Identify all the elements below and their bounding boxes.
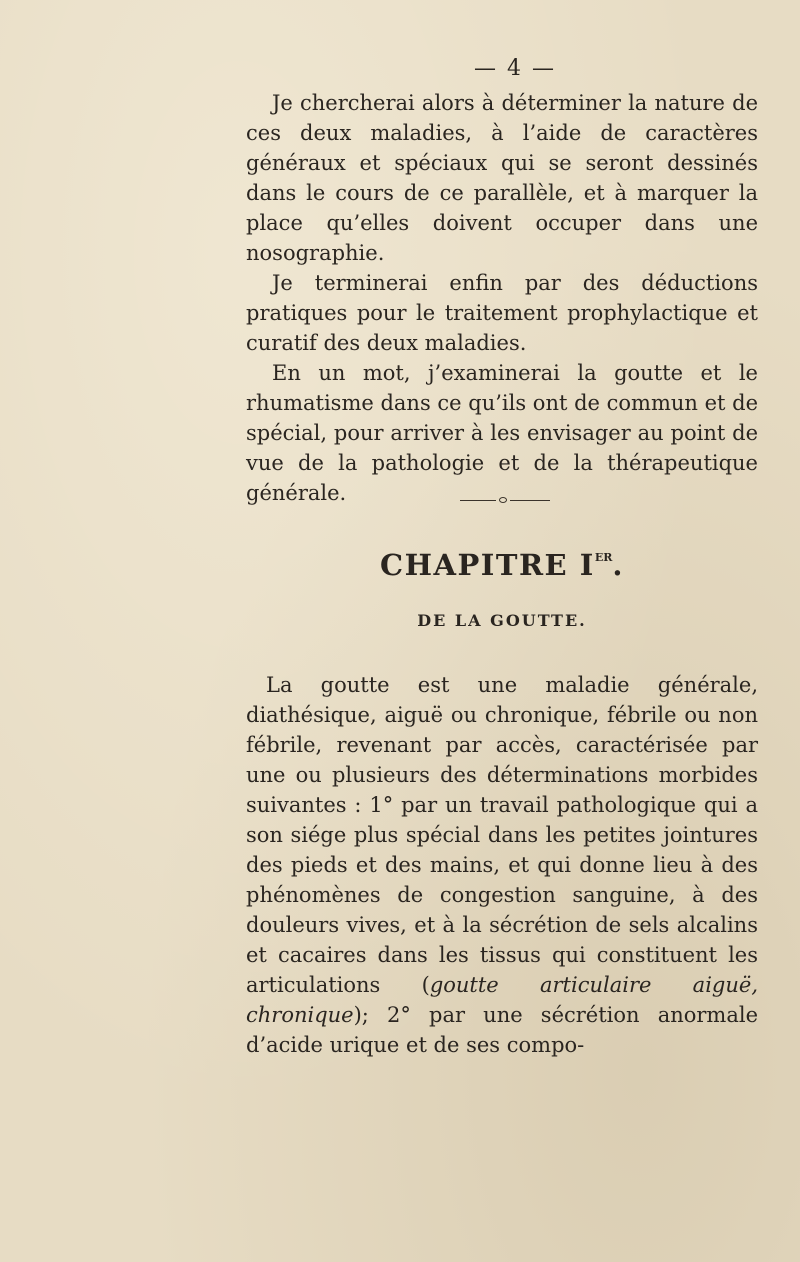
ornamental-divider	[460, 496, 554, 504]
page-number: — 4 —	[474, 56, 556, 81]
divider-line-right	[510, 500, 550, 501]
body-paragraph-1	[246, 670, 758, 1060]
chapter-label: CHAPITRE I	[380, 548, 595, 582]
divider-ornament	[499, 497, 507, 503]
intro-paragraph-2: Je terminerai enfin par des déductions pratiques pour le traitement prophylactique et curatif des deux maladies.	[246, 271, 758, 355]
divider-line-left	[460, 500, 496, 501]
intro-paragraph-1: Je chercherai alors à déterminer la nature de ces deux maladies, à l’aide de caractères généraux et spéciaux qui se seront dessinés dans le cours de ce parallèle, et à marquer la place qu’elles doivent occuper dans une nosographie.	[246, 91, 758, 265]
intro-paragraph-3: En un mot, j’examinerai la goutte et le rhumatisme dans ce qu’ils ont de commun et de spécial, pour arriver à les envisager au point de vue de la pathologie et de la thérapeutique générale.	[246, 361, 758, 505]
body-text-start: La goutte est une maladie générale, diathésique, aiguë ou chronique, fébrile ou non fébrile, revenant par accès, caractérisée par une ou plusieurs des déterminations morbides suivantes : 1° par un travail pathologique qui a son siége plus spécial dans les petites jointures des pieds et des mains, et qui donne lieu à des phénomènes de congestion sanguine, à des douleurs vives, et à la sécrétion de sels alcalins et cacaires dans les tissus qui constituent les articulations (	[246, 673, 758, 997]
body-text-italic: goutte articulaire aiguë, chronique	[246, 973, 758, 1027]
chapter-period: .	[612, 548, 624, 582]
body-text-end: ); 2° par une sécrétion anormale d’acide urique et de ses compo-	[246, 1003, 758, 1057]
chapter-ordinal-suffix: ER	[594, 551, 613, 564]
chapter-subtitle: DE LA GOUTTE.	[417, 611, 587, 630]
chapter-body	[246, 670, 758, 1060]
intro-section	[246, 88, 758, 508]
chapter-heading	[246, 548, 758, 582]
